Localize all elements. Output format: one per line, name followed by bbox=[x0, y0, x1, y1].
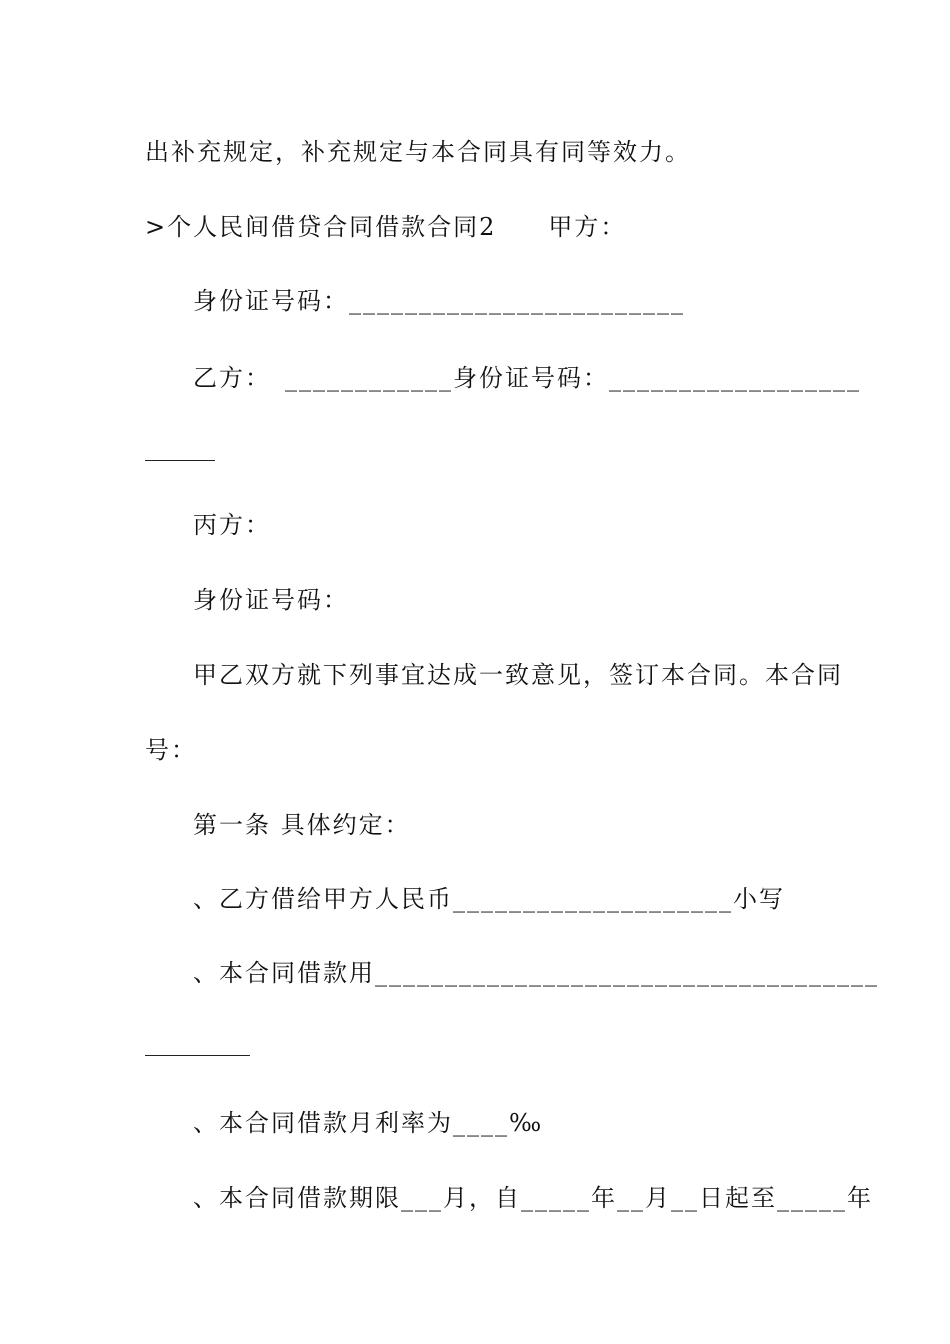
blank-line-continuation-1 bbox=[145, 460, 215, 461]
text-line-interest-rate: 、本合同借款月利率为____‰ bbox=[193, 1109, 544, 1137]
text-line-supplement: 出补充规定，补充规定与本合同具有同等效力。 bbox=[145, 138, 691, 166]
text-line-article-1: 第一条 具体约定： bbox=[193, 811, 411, 839]
text-line-contract-number: 号： bbox=[145, 736, 197, 764]
text-line-loan-purpose: 、本合同借款用____________________________________ bbox=[193, 959, 879, 987]
text-line-party-c: 丙方： bbox=[193, 511, 271, 539]
text-line-party-c-id: 身份证号码： bbox=[193, 586, 349, 614]
text-line-agreement: 甲乙双方就下列事宜达成一致意见，签订本合同。本合同 bbox=[193, 661, 843, 689]
blank-line-continuation-2 bbox=[145, 1055, 250, 1056]
text-line-party-b: 乙方： ____________身份证号码：__________________ bbox=[193, 364, 861, 392]
text-line-contract-title: >个人民间借贷合同借款合同2 甲方： bbox=[145, 213, 627, 241]
text-line-loan-amount: 、乙方借给甲方人民币____________________小写 bbox=[193, 885, 785, 913]
text-line-loan-term: 、本合同借款期限___月，自_____年__月__日起至_____年 bbox=[193, 1184, 873, 1212]
text-line-party-a-id: 身份证号码：________________________ bbox=[193, 287, 685, 315]
